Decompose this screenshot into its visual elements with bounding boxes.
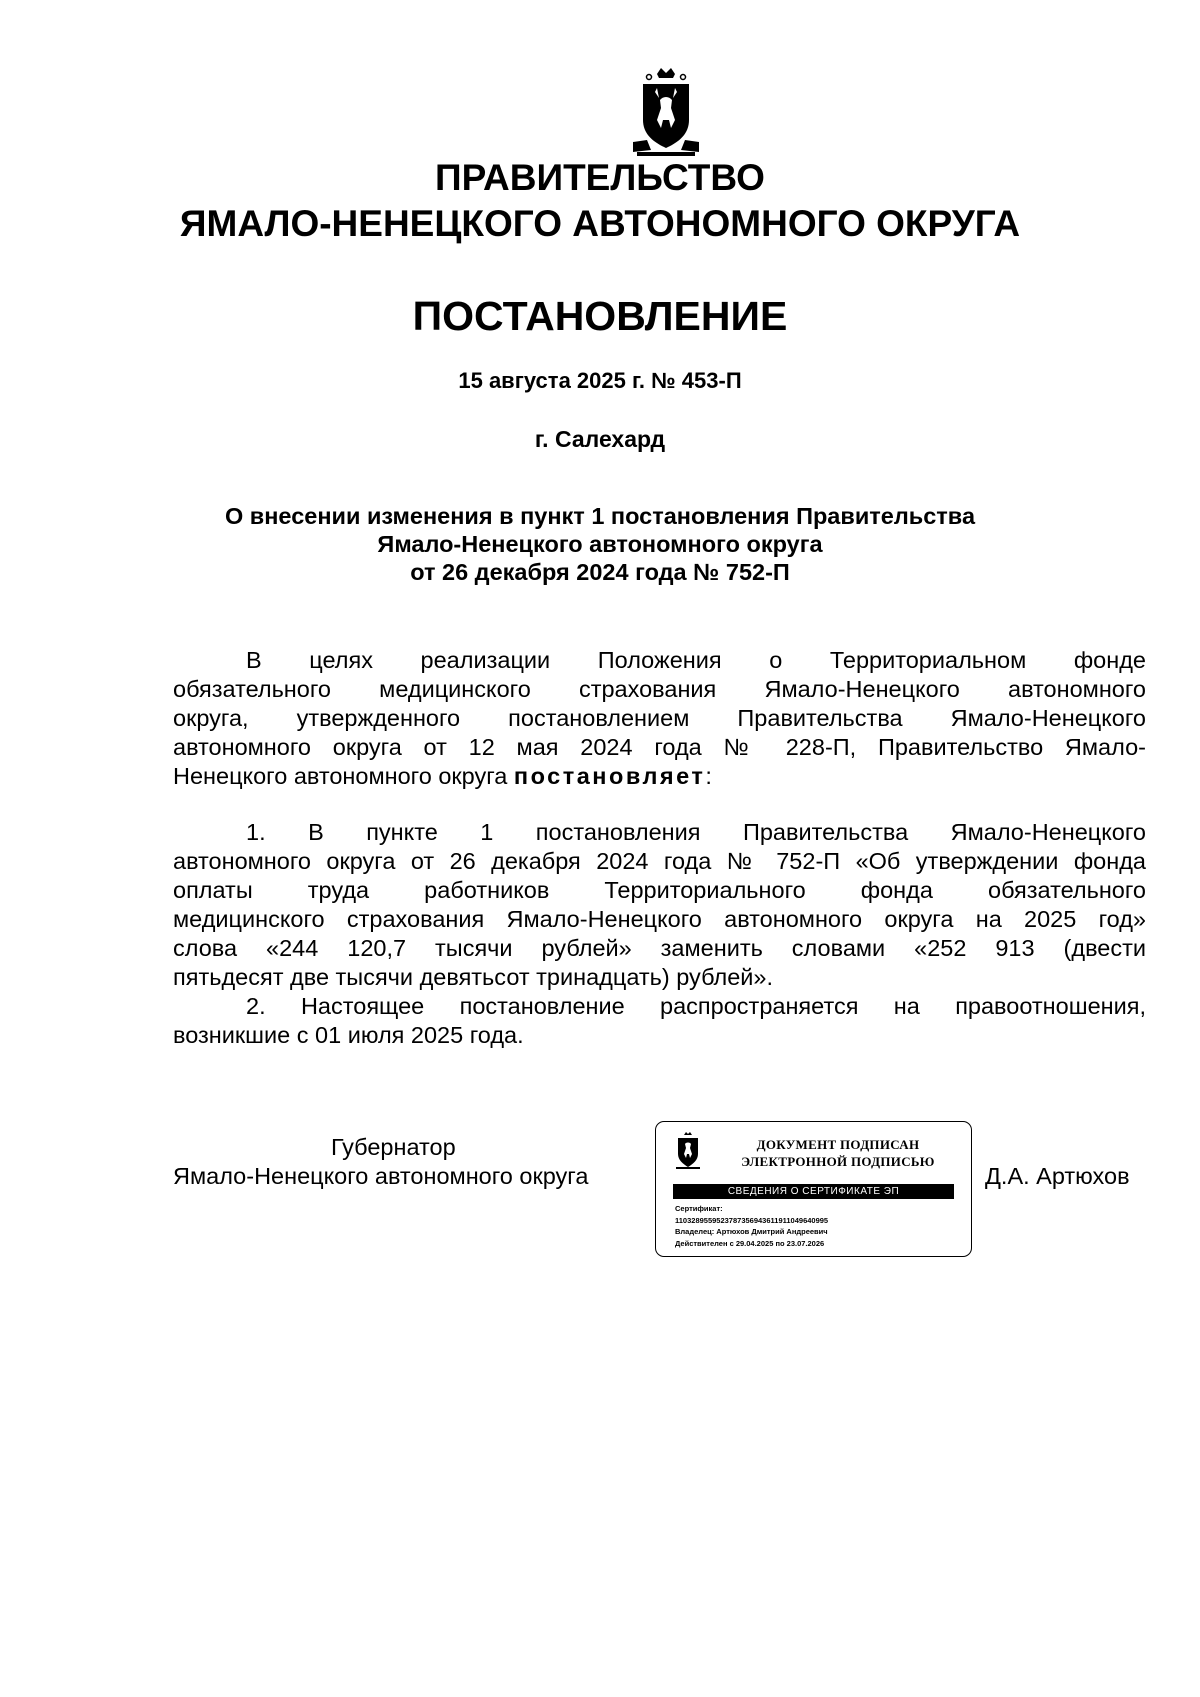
city: г. Салехард [534, 426, 666, 452]
stamp-coat-of-arms-icon [673, 1132, 703, 1170]
subject-line-1: О внесении изменения в пункт 1 постановления Правительства [224, 503, 976, 529]
item-1-line-2: автономного округа от 26 декабря 2024 года № 752-П «Об утверждении фонда [173, 848, 1146, 874]
subject-line-3: от 26 декабря 2024 года № 752-П [410, 559, 790, 585]
resolution-items [173, 818, 1146, 1050]
certificate-label: Сертификат: [675, 1204, 723, 1213]
organization-line-2: ЯМАЛО-НЕНЕЦКОГО АВТОНОМНОГО ОКРУГА [179, 203, 1021, 244]
signatory-name: Д.А. Артюхов [985, 1163, 1130, 1189]
preamble-line-5-start: Ненецкого автономного округа [173, 763, 514, 789]
preamble-line-3: округа, утвержденного постановлением Правительства Ямало-Ненецкого [173, 705, 1146, 731]
document-subject [0, 502, 1200, 586]
preamble-line-1: В целях реализации Положения о Территориальном фонде [246, 647, 1146, 673]
document-type: ПОСТАНОВЛЕНИЕ [412, 293, 788, 339]
subject-line-2: Ямало-Ненецкого автономного округа [377, 531, 823, 557]
coat-of-arms-icon [627, 68, 705, 158]
resolves-keyword: постановляет [513, 763, 706, 789]
item-2-line-2: возникшие с 01 июля 2025 года. [173, 1022, 524, 1048]
stamp-title-line-2: ЭЛЕКТРОННОЙ ПОДПИСЬЮ [741, 1154, 935, 1169]
certificate-owner: Владелец: Артюхов Дмитрий Андреевич [675, 1227, 828, 1236]
signatory-title [173, 1133, 588, 1191]
certificate-number: 1103289559523787356943611911049640995 [675, 1215, 829, 1225]
item-1-line-3: оплаты труда работников Территориального фонда обязательного [173, 877, 1146, 903]
item-1-line-6: пятьдесят две тысячи девятьсот тринадцать) рублей». [173, 964, 773, 990]
certificate-validity: Действителен с 29.04.2025 по 23.07.2026 [675, 1238, 825, 1248]
item-1-line-4: медицинского страхования Ямало-Ненецкого автономного округа на 2025 год» [173, 906, 1146, 932]
item-1-line-1: 1. В пункте 1 постановления Правительства Ямало-Ненецкого [246, 819, 1146, 845]
signatory-title-line-2: Ямало-Ненецкого автономного округа [173, 1163, 589, 1189]
preamble-paragraph [173, 646, 1146, 791]
preamble-line-2: обязательного медицинского страхования Ямало-Ненецкого автономного [173, 676, 1146, 702]
signatory-title-line-1: Губернатор [331, 1134, 456, 1160]
date-and-number: 15 августа 2025 г. № 453-П [458, 368, 742, 393]
item-2-line-1: 2. Настоящее постановление распространяется на правоотношения, [246, 993, 1146, 1019]
stamp-title [718, 1136, 958, 1170]
organization-line-1: ПРАВИТЕЛЬСТВО [435, 157, 765, 198]
preamble-line-5 [173, 762, 1146, 791]
stamp-title-line-1: ДОКУМЕНТ ПОДПИСАН [756, 1137, 920, 1152]
preamble-line-4: автономного округа от 12 мая 2024 года № 228-П, Правительство Ямало- [173, 734, 1146, 760]
preamble-line-5-end: : [705, 763, 712, 789]
stamp-certificate-info [675, 1203, 828, 1249]
electronic-signature-stamp [655, 1121, 972, 1257]
item-1-line-5: слова «244 120,7 тысячи рублей» заменить словами «252 913 (двести [173, 935, 1146, 961]
stamp-certificate-header: СВЕДЕНИЯ О СЕРТИФИКАТЕ ЭП [673, 1184, 954, 1199]
